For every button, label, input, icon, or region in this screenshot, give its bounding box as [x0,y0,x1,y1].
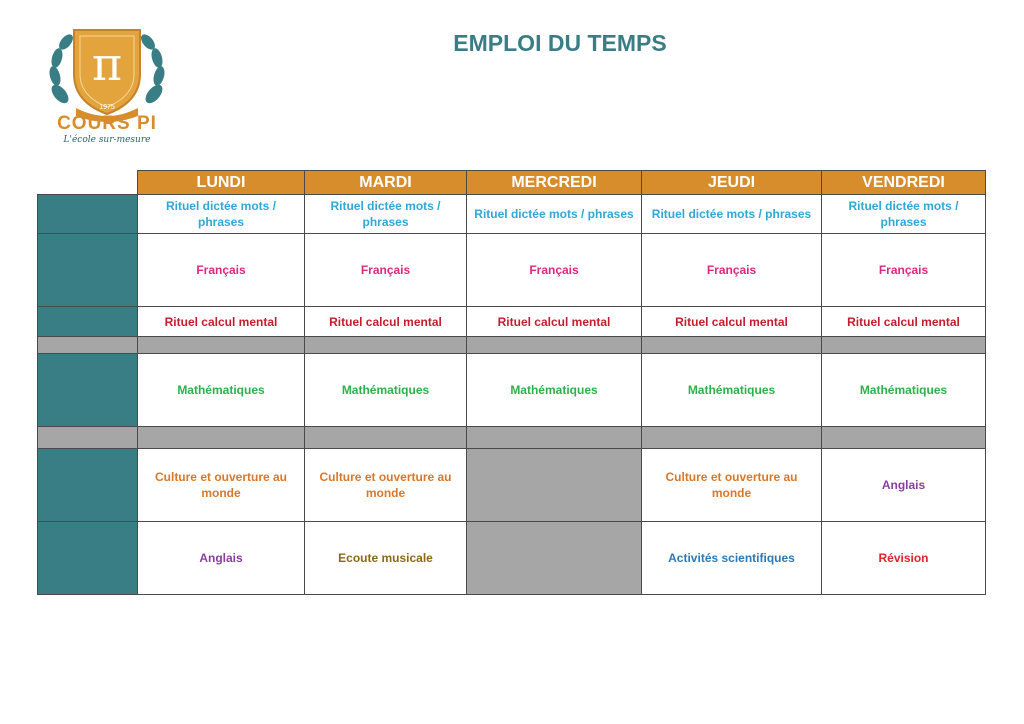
logo-brand-name: COURS PI [57,113,157,134]
lesson-cell: Rituel dictée mots / phrases [822,195,986,234]
time-slot-cell [38,449,138,522]
day-header-monday: LUNDI [138,171,305,195]
lesson-cell: Rituel calcul mental [305,307,467,337]
lesson-cell: Français [138,234,305,307]
day-header-tuesday: MARDI [305,171,467,195]
lesson-cell: Mathématiques [467,354,642,427]
lesson-cell: Anglais [822,449,986,522]
lesson-cell: Ecoute musicale [305,522,467,595]
lesson-cell: Rituel dictée mots / phrases [305,195,467,234]
break-cell [642,337,822,354]
founding-year: 1975 [99,104,115,111]
lesson-cell: Mathématiques [642,354,822,427]
break-cell [138,337,305,354]
lesson-cell: Rituel calcul mental [467,307,642,337]
pi-symbol: π [91,37,123,91]
lesson-cell: Rituel calcul mental [642,307,822,337]
lesson-cell: Activités scientifiques [642,522,822,595]
timetable-row [38,234,986,307]
time-slot-cell [38,522,138,595]
break-cell [467,427,642,449]
header-corner [38,171,138,195]
break-cell [305,337,467,354]
timetable-row [38,522,986,595]
lesson-cell: Rituel dictée mots / phrases [642,195,822,234]
timetable-row [38,307,986,337]
time-slot-cell [38,354,138,427]
empty-cell [467,522,642,595]
lesson-cell: Mathématiques [138,354,305,427]
timetable-row [38,195,986,234]
break-cell [467,337,642,354]
time-slot-cell [38,195,138,234]
lesson-cell: Culture et ouverture au monde [305,449,467,522]
school-logo [46,24,168,148]
time-slot-cell [38,427,138,449]
time-slot-cell [38,337,138,354]
page-title: EMPLOI DU TEMPS [453,30,667,56]
day-header-wednesday: MERCREDI [467,171,642,195]
break-cell [138,427,305,449]
time-slot-cell [38,234,138,307]
lesson-cell: Mathématiques [305,354,467,427]
time-slot-cell [38,307,138,337]
lesson-cell: Français [642,234,822,307]
lesson-cell: Révision [822,522,986,595]
break-row [38,427,986,449]
lesson-cell: Français [822,234,986,307]
timetable-row [38,354,986,427]
lesson-cell: Français [305,234,467,307]
break-cell [642,427,822,449]
lesson-cell: Culture et ouverture au monde [138,449,305,522]
break-cell [822,427,986,449]
lesson-cell: Anglais [138,522,305,595]
day-header-row [38,171,986,195]
empty-cell [467,449,642,522]
lesson-cell: Rituel dictée mots / phrases [138,195,305,234]
day-header-thursday: JEUDI [642,171,822,195]
timetable-row [38,449,986,522]
lesson-cell: Rituel calcul mental [138,307,305,337]
day-header-friday: VENDREDI [822,171,986,195]
lesson-cell: Mathématiques [822,354,986,427]
lesson-cell: Français [467,234,642,307]
lesson-cell: Culture et ouverture au monde [642,449,822,522]
lesson-cell: Rituel dictée mots / phrases [467,195,642,234]
lesson-cell: Rituel calcul mental [822,307,986,337]
break-row [38,337,986,354]
logo-tagline: L'école sur-mesure [63,135,151,145]
timetable [37,170,986,595]
break-cell [822,337,986,354]
break-cell [305,427,467,449]
